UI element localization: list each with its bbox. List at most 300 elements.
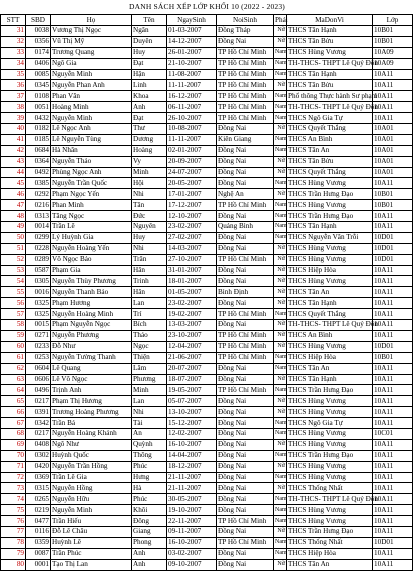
- table-row: [1, 156, 413, 167]
- cell-sbd: 0016: [26, 287, 51, 298]
- table-row: [1, 352, 413, 363]
- cell-ngaysinh: 18-12-2007: [167, 461, 217, 472]
- cell-sbd: 0219: [26, 505, 51, 516]
- col-header-stt: STT: [1, 15, 26, 26]
- cell-stt: 50: [1, 232, 26, 243]
- cell-lop: 10A11: [373, 407, 413, 418]
- table-row: [1, 47, 413, 58]
- cell-stt: 51: [1, 243, 26, 254]
- cell-ten: Phúc: [132, 494, 167, 505]
- cell-sbd: 0217: [26, 428, 51, 439]
- cell-ngaysinh: 09-10-2007: [167, 559, 217, 570]
- cell-noisinh: Đồng Nai: [217, 483, 274, 494]
- cell-ngaysinh: 02-01-2007: [167, 145, 217, 156]
- cell-phai: Nam: [274, 102, 287, 113]
- cell-stt: 37: [1, 91, 26, 102]
- cell-phai: Nam: [274, 113, 287, 124]
- cell-phai: Nữ: [274, 189, 287, 200]
- cell-sbd: 0325: [26, 309, 51, 320]
- cell-ngaysinh: 11-11-2007: [167, 80, 217, 91]
- cell-ten: Trí: [132, 309, 167, 320]
- col-header-ho: Họ: [51, 15, 132, 26]
- cell-sbd: 0271: [26, 330, 51, 341]
- cell-lop: 10C01: [373, 428, 413, 439]
- cell-madonvi: THCS Tân Bửu: [287, 36, 373, 47]
- cell-ten: Minh: [132, 385, 167, 396]
- cell-ten: Ngọc: [132, 341, 167, 352]
- cell-stt: 57: [1, 309, 26, 320]
- cell-noisinh: Đồng Nai: [217, 418, 274, 429]
- cell-noisinh: Đồng Nai: [217, 472, 274, 483]
- cell-stt: 70: [1, 450, 26, 461]
- cell-madonvi: TH-THCS- THPT Lê Quý Đôn: [288, 494, 378, 503]
- table-row: [1, 494, 413, 505]
- cell-noisinh: TP Hồ Chí Minh: [217, 385, 274, 396]
- cell-ngaysinh: 30-05-2007: [167, 494, 217, 505]
- cell-sbd: 0342: [26, 418, 51, 429]
- cell-stt: 63: [1, 374, 26, 385]
- cell-stt: 80: [1, 559, 26, 570]
- cell-ten: Hưng: [132, 472, 167, 483]
- cell-madonvi: THCS Hùng Vương: [287, 178, 373, 189]
- cell-ngaysinh: 14-04-2007: [167, 450, 217, 461]
- cell-lop: 10A01: [373, 134, 413, 145]
- cell-lop: 10A01: [373, 156, 413, 167]
- cell-ten: Thiện: [132, 352, 167, 363]
- cell-sbd: 0292: [26, 189, 51, 200]
- cell-ho: Đỗ Như: [51, 341, 132, 352]
- cell-phai: Nữ: [274, 330, 287, 341]
- cell-ngaysinh: 19-02-2007: [167, 309, 217, 320]
- cell-ten: Lan: [132, 298, 167, 309]
- cell-stt: 60: [1, 341, 26, 352]
- table-row: [1, 363, 413, 374]
- cell-phai: Nữ: [274, 341, 287, 352]
- cell-noisinh: Đồng Nai: [217, 374, 274, 385]
- cell-ho: Trần Lê Gia: [51, 472, 132, 483]
- table-row: [1, 36, 413, 47]
- cell-madonvi: THCS Hùng Vương: [287, 341, 373, 352]
- cell-noisinh: TP Hồ Chí Minh: [217, 341, 274, 352]
- cell-ho: Nguyễn Hữu: [51, 494, 132, 505]
- cell-sbd: 0228: [26, 243, 51, 254]
- cell-noisinh: TP Hồ Chí Minh: [217, 200, 274, 211]
- cell-ho: Tăng Ngọc: [51, 211, 132, 222]
- cell-madonvi: TH-THCS- THPT Lê Quý Đôn: [288, 320, 378, 329]
- cell-ho: Ngô Như: [51, 439, 132, 450]
- cell-stt: 77: [1, 526, 26, 537]
- cell-stt: 76: [1, 516, 26, 527]
- cell-ho: Lê Ngọc Anh: [51, 124, 132, 135]
- table-row: [1, 265, 413, 276]
- cell-phai: Nam: [274, 363, 287, 374]
- cell-ho: Vương Thị Ngọc: [51, 26, 132, 37]
- cell-ten: Huy: [132, 47, 167, 58]
- cell-sbd: 0253: [26, 352, 51, 363]
- cell-phai: Nam: [274, 47, 287, 58]
- cell-ngaysinh: 17-12-2007: [167, 200, 217, 211]
- cell-madonvi: THCS Tân Hạnh: [287, 26, 373, 37]
- cell-phai: Nữ: [274, 526, 287, 537]
- cell-lop: 10A11: [373, 461, 413, 472]
- cell-phai: Nữ: [274, 265, 287, 276]
- cell-madonvi: THCS Hùng Vương: [287, 428, 373, 439]
- cell-phai: Nam: [274, 232, 287, 243]
- cell-lop: 10A11: [373, 102, 413, 113]
- cell-ten: Nguyên: [132, 222, 167, 233]
- cell-ngaysinh: 05-07-2007: [167, 396, 217, 407]
- cell-ho: Phan Văn: [51, 91, 132, 102]
- cell-madonvi: TH-THCS- THPT Lê Quý Đôn: [288, 59, 378, 68]
- cell-ngaysinh: 24-07-2007: [167, 167, 217, 178]
- cell-noisinh: Đồng Nai: [217, 505, 274, 516]
- cell-ho: Nguyễn Hồng: [51, 483, 132, 494]
- cell-noisinh: TP Hồ Chí Minh: [217, 537, 274, 548]
- cell-sbd: 0216: [26, 200, 51, 211]
- cell-madonvi: THCS Hùng Vương: [287, 516, 373, 527]
- cell-stt: 75: [1, 505, 26, 516]
- cell-ten: Hoàng: [132, 145, 167, 156]
- cell-ten: Lan: [132, 396, 167, 407]
- cell-ho: Phạm Ngọc Yến: [51, 189, 132, 200]
- cell-ngaysinh: 12-02-2007: [167, 428, 217, 439]
- cell-ho: Lê Quang: [51, 363, 132, 374]
- cell-stt: 53: [1, 265, 26, 276]
- cell-phai: Nam: [274, 385, 287, 396]
- cell-lop: 10A01: [373, 167, 413, 178]
- cell-phai: Nữ: [274, 124, 287, 135]
- cell-ten: Trinh: [132, 276, 167, 287]
- cell-ho: Nguyễn Hoàng Khánh: [51, 428, 132, 439]
- cell-stt: 36: [1, 80, 26, 91]
- cell-ho: Trương Quang: [51, 47, 132, 58]
- cell-phai: Nữ: [274, 396, 287, 407]
- cell-stt: 72: [1, 472, 26, 483]
- cell-madonvi: THCS Tân Hạnh: [287, 222, 373, 233]
- cell-sbd: 0087: [26, 548, 51, 559]
- cell-noisinh: TP Hồ Chí Minh: [217, 113, 274, 124]
- cell-ho: Nguyễn Phương: [51, 330, 132, 341]
- table-row: [1, 145, 413, 156]
- cell-madonvi: THCS Ngô Gia Tự: [287, 418, 373, 429]
- col-header-ten: Tên: [132, 15, 167, 26]
- cell-ngaysinh: 26-01-2007: [167, 47, 217, 58]
- cell-phai: Nam: [274, 69, 287, 80]
- cell-ho: Phạm Nguyễn Ngọc: [51, 320, 132, 331]
- table-row: [1, 102, 413, 113]
- cell-madonvi: THCS Hùng Vương: [287, 396, 373, 407]
- table-row: [1, 276, 413, 287]
- cell-ngaysinh: 11-08-2007: [167, 69, 217, 80]
- table-row: [1, 537, 413, 548]
- cell-ho: Ngô Gia: [51, 58, 132, 69]
- cell-stt: 59: [1, 330, 26, 341]
- cell-ho: Nguyễn Minh: [51, 69, 132, 80]
- cell-ngaysinh: 15-12-2007: [167, 418, 217, 429]
- cell-ten: Vy: [132, 156, 167, 167]
- cell-madonvi: THCS Hùng Vương: [287, 243, 373, 254]
- cell-sbd: 0302: [26, 450, 51, 461]
- cell-ngaysinh: 17-01-2007: [167, 189, 217, 200]
- cell-phai: Nữ: [274, 276, 287, 287]
- cell-ngaysinh: 23-02-2007: [167, 298, 217, 309]
- cell-ngaysinh: 18-07-2007: [167, 374, 217, 385]
- cell-lop: 10B01: [373, 26, 413, 37]
- cell-madonvi: THCS Tân Bửu: [287, 156, 373, 167]
- table-row: [1, 330, 413, 341]
- cell-noisinh: TP Hồ Chí Minh: [217, 58, 274, 69]
- table-row: [1, 58, 413, 69]
- cell-ngaysinh: 20-05-2007: [167, 178, 217, 189]
- cell-lop: 10A11: [373, 113, 413, 124]
- cell-noisinh: TP Hồ Chí Minh: [217, 330, 274, 341]
- cell-madonvi: THCS Tân Hạnh: [287, 69, 373, 80]
- cell-madonvi: THCS Tân An: [287, 287, 373, 298]
- cell-ten: Hội: [132, 178, 167, 189]
- cell-phai: Nữ: [274, 287, 287, 298]
- cell-madonvi: THCS Hùng Vương: [287, 461, 373, 472]
- cell-ho: Tạo Thị Lan: [51, 559, 132, 570]
- cell-ngaysinh: 20-09-2007: [167, 156, 217, 167]
- cell-ten: Quỳnh: [132, 439, 167, 450]
- cell-sbd: 0015: [26, 320, 51, 331]
- cell-ten: Trân: [132, 254, 167, 265]
- table-row: [1, 505, 413, 516]
- cell-sbd: 0408: [26, 439, 51, 450]
- cell-ho: Huỳnh Lê: [51, 537, 132, 548]
- cell-ho: Vũ Thị Mỹ: [51, 36, 132, 47]
- cell-lop: 10A01: [373, 145, 413, 156]
- cell-ho: Đỗ Lê Châu: [51, 526, 132, 537]
- cell-ho: Nguyễn Phan Anh: [51, 80, 132, 91]
- cell-noisinh: TP Hồ Chí Minh: [217, 352, 274, 363]
- cell-madonvi: THCS Thống Nhất: [287, 537, 373, 548]
- cell-madonvi: THCS Tân Bửu: [287, 80, 373, 91]
- cell-noisinh: Đồng Nai: [217, 145, 274, 156]
- cell-phai: Nam: [274, 91, 287, 102]
- cell-noisinh: Kiên Giang: [217, 134, 274, 145]
- cell-ho: Trần Phúc: [51, 548, 132, 559]
- cell-lop: 10A11: [373, 178, 413, 189]
- cell-stt: 52: [1, 254, 26, 265]
- cell-noisinh: Đồng Nai: [217, 320, 274, 331]
- cell-ngaysinh: 14-12-2007: [167, 36, 217, 47]
- cell-noisinh: Bình Định: [217, 287, 274, 298]
- cell-phai: Nữ: [274, 320, 287, 331]
- cell-phai: Nam: [274, 309, 287, 320]
- table-row: [1, 80, 413, 91]
- cell-ngaysinh: 01-05-2007: [167, 287, 217, 298]
- cell-ho: Võ Ngọc Bảo: [51, 254, 132, 265]
- cell-madonvi: THCS Trần Hưng Đạo: [287, 526, 373, 537]
- cell-ngaysinh: 06-11-2007: [167, 102, 217, 113]
- table-row: [1, 483, 413, 494]
- cell-madonvi: THCS Hùng Vương: [287, 254, 373, 265]
- cell-sbd: 0182: [26, 124, 51, 135]
- cell-noisinh: Đồng Nai: [217, 124, 274, 135]
- cell-lop: 10A11: [373, 265, 413, 276]
- table-row: [1, 167, 413, 178]
- cell-noisinh: Đồng Nai: [217, 178, 274, 189]
- table-row: [1, 124, 413, 135]
- table-row: [1, 91, 413, 102]
- cell-ho: Phạm Gia: [51, 265, 132, 276]
- cell-madonvi: THCS Tân An: [287, 145, 373, 156]
- cell-ngaysinh: 14-03-2007: [167, 243, 217, 254]
- table-row: [1, 254, 413, 265]
- cell-sbd: 0391: [26, 407, 51, 418]
- cell-ho: Nguyễn Tường Thanh: [51, 352, 132, 363]
- cell-madonvi: Phổ thông Thực hành Sư phạm: [288, 91, 378, 100]
- cell-ten: Hân: [132, 287, 167, 298]
- cell-stt: 31: [1, 26, 26, 37]
- cell-sbd: 0359: [26, 537, 51, 548]
- table-row: [1, 526, 413, 537]
- cell-stt: 44: [1, 167, 26, 178]
- table-row: [1, 396, 413, 407]
- cell-lop: 10A11: [373, 385, 413, 396]
- cell-phai: Nữ: [274, 156, 287, 167]
- cell-noisinh: TP Hồ Chí Minh: [217, 91, 274, 102]
- cell-phai: Nữ: [274, 254, 287, 265]
- cell-ten: Huy: [132, 232, 167, 243]
- cell-phai: Nữ: [274, 461, 287, 472]
- cell-ten: Ngân: [132, 26, 167, 37]
- cell-madonvi: THCS Quyết Thắng: [287, 167, 373, 178]
- cell-ho: Phạm Hương: [51, 298, 132, 309]
- table-row: [1, 232, 413, 243]
- cell-stt: 33: [1, 47, 26, 58]
- cell-phai: Nữ: [274, 483, 287, 494]
- cell-lop: 10A11: [373, 80, 413, 91]
- cell-ten: Khoa: [132, 91, 167, 102]
- cell-noisinh: TP Hồ Chí Minh: [217, 102, 274, 113]
- cell-noisinh: TP Hồ Chí Minh: [217, 47, 274, 58]
- cell-madonvi: THCS Hùng Vương: [287, 439, 373, 450]
- cell-madonvi: THCS Hùng Vương: [287, 276, 373, 287]
- cell-phai: Nữ: [274, 167, 287, 178]
- cell-lop: 10A11: [373, 276, 413, 287]
- cell-sbd: 0606: [26, 374, 51, 385]
- cell-ho: Nguyễn Thảo: [51, 156, 132, 167]
- cell-ten: Nhi: [132, 407, 167, 418]
- cell-sbd: 0038: [26, 26, 51, 37]
- cell-lop: 10A11: [373, 526, 413, 537]
- cell-ten: Đông: [132, 516, 167, 527]
- cell-noisinh: TP Hồ Chí Minh: [217, 69, 274, 80]
- table-row: [1, 200, 413, 211]
- cell-ho: Nguyễn Minh: [51, 505, 132, 516]
- cell-stt: 73: [1, 483, 26, 494]
- cell-ten: Phương: [132, 374, 167, 385]
- cell-ngaysinh: 12-04-2007: [167, 341, 217, 352]
- cell-stt: 68: [1, 428, 26, 439]
- cell-sbd: 0604: [26, 363, 51, 374]
- table-row: [1, 222, 413, 233]
- cell-lop: 10A11: [373, 559, 413, 570]
- cell-lop: 10A11: [373, 330, 413, 341]
- cell-lop: 10A01: [373, 124, 413, 135]
- cell-noisinh: Đồng Nai: [217, 428, 274, 439]
- cell-noisinh: Đồng Nai: [217, 36, 274, 47]
- cell-ten: Lâm: [132, 363, 167, 374]
- cell-lop: 10A09: [373, 58, 413, 69]
- cell-sbd: 0085: [26, 69, 51, 80]
- col-header-noisinh: NoiSinh: [217, 15, 274, 26]
- cell-stt: 64: [1, 385, 26, 396]
- cell-noisinh: Đồng Nai: [217, 156, 274, 167]
- cell-sbd: 0432: [26, 113, 51, 124]
- cell-stt: 67: [1, 418, 26, 429]
- cell-noisinh: TP Hồ Chí Minh: [217, 254, 274, 265]
- cell-ten: Dương: [132, 134, 167, 145]
- student-table: [0, 14, 413, 571]
- cell-ngaysinh: 21-06-2007: [167, 352, 217, 363]
- cell-noisinh: Đồng Nai: [217, 439, 274, 450]
- cell-noisinh: Đồng Nai: [217, 243, 274, 254]
- cell-sbd: 0385: [26, 178, 51, 189]
- cell-ten: Đức: [132, 211, 167, 222]
- cell-ten: Anh: [132, 548, 167, 559]
- cell-ngaysinh: 21-11-2007: [167, 483, 217, 494]
- cell-phai: Nam: [274, 418, 287, 429]
- cell-ten: Đạt: [132, 58, 167, 69]
- cell-ngaysinh: 12-10-2007: [167, 211, 217, 222]
- cell-stt: 62: [1, 363, 26, 374]
- cell-madonvi: THCS Tân An: [287, 363, 373, 374]
- cell-ho: Phan Minh: [51, 200, 132, 211]
- cell-ngaysinh: 21-11-2007: [167, 472, 217, 483]
- cell-noisinh: Đồng Nai: [217, 363, 274, 374]
- cell-ngaysinh: 16-12-2007: [167, 91, 217, 102]
- cell-noisinh: Đồng Nai: [217, 211, 274, 222]
- cell-stt: 45: [1, 178, 26, 189]
- cell-lop: 10D01: [373, 341, 413, 352]
- cell-phai: Nam: [274, 472, 287, 483]
- cell-sbd: 0014: [26, 222, 51, 233]
- cell-sbd: 0233: [26, 341, 51, 352]
- cell-stt: 32: [1, 36, 26, 47]
- cell-ngaysinh: 27-02-2007: [167, 232, 217, 243]
- cell-ngaysinh: 11-11-2007: [167, 134, 217, 145]
- cell-ten: Nhi: [132, 189, 167, 200]
- cell-ten: Tài: [132, 418, 167, 429]
- cell-lop: 10A11: [373, 418, 413, 429]
- cell-stt: 66: [1, 407, 26, 418]
- col-header-ngaysinh: NgaySinh: [167, 15, 217, 26]
- cell-ho: Nguyễn Thanh Bảo: [51, 287, 132, 298]
- cell-ho: Nguyễn Hoàng Yến: [51, 243, 132, 254]
- table-row: [1, 439, 413, 450]
- cell-lop: 10A11: [373, 287, 413, 298]
- cell-ten: Giang: [132, 526, 167, 537]
- cell-madonvi: THCS Tân Hạnh: [287, 298, 373, 309]
- cell-noisinh: Đồng Tháp: [217, 26, 274, 37]
- table-row: [1, 559, 413, 570]
- cell-ho: Trương Hoàng Phương: [51, 407, 132, 418]
- cell-ho: Phùng Ngọc Anh: [51, 167, 132, 178]
- cell-ngaysinh: 13-10-2007: [167, 407, 217, 418]
- cell-madonvi: THCS An Bình: [287, 330, 373, 341]
- table-row: [1, 385, 413, 396]
- cell-ho: Trần Bá: [51, 418, 132, 429]
- cell-phai: Nam: [274, 222, 287, 233]
- cell-sbd: 0420: [26, 461, 51, 472]
- cell-ten: Thư: [132, 124, 167, 135]
- cell-madonvi: THCS Hùng Vương: [287, 47, 373, 58]
- cell-noisinh: Quảng Bình: [217, 222, 274, 233]
- cell-phai: Nữ: [274, 36, 287, 47]
